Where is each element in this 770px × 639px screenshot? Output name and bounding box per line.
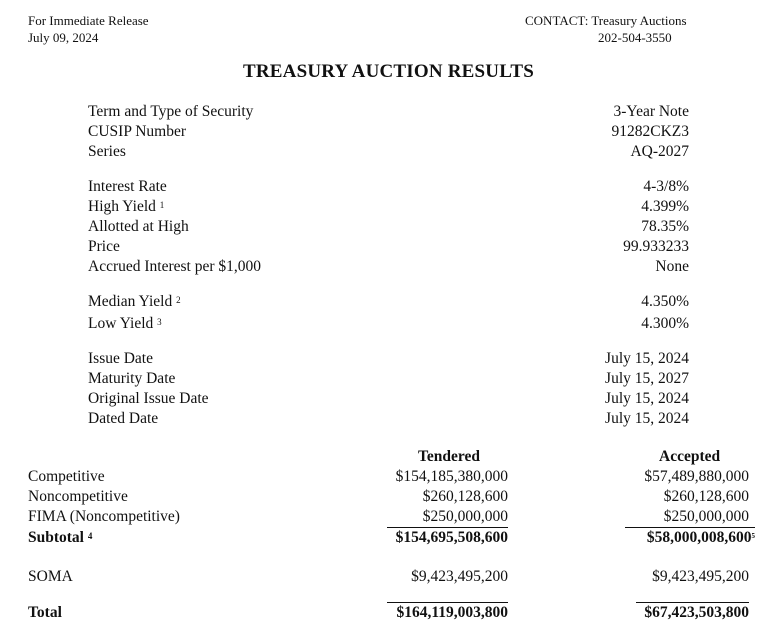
fima-label: FIMA (Noncompetitive) xyxy=(28,508,180,525)
footnote-3: 3 xyxy=(157,317,162,327)
interest-rate-label: Interest Rate xyxy=(88,178,167,195)
release-label: For Immediate Release xyxy=(28,13,149,28)
issue-date-label: Issue Date xyxy=(88,350,153,367)
page-title: TREASURY AUCTION RESULTS xyxy=(243,61,534,82)
soma-tendered: $9,423,495,200 xyxy=(411,568,508,585)
median-yield-label xyxy=(88,292,181,312)
total-label: Total xyxy=(28,604,62,621)
contact-label: CONTACT: xyxy=(525,13,589,28)
subtotal-tendered: $154,695,508,600 xyxy=(387,527,508,548)
noncompetitive-accepted: $260,128,600 xyxy=(663,488,749,505)
series-label: Series xyxy=(88,143,126,160)
noncompetitive-tendered: $260,128,600 xyxy=(422,488,508,505)
issue-date-value: July 15, 2024 xyxy=(605,350,689,367)
dated-date-label: Dated Date xyxy=(88,410,159,427)
noncompetitive-label: Noncompetitive xyxy=(28,488,128,505)
competitive-tendered: $154,185,380,000 xyxy=(395,468,508,485)
competitive-label: Competitive xyxy=(28,468,105,485)
competitive-accepted: $57,489,880,000 xyxy=(644,468,749,485)
footnote-1: 1 xyxy=(159,200,165,210)
original-issue-date-label: Original Issue Date xyxy=(88,390,209,407)
footnote-2: 2 xyxy=(176,295,181,305)
high-yield-label xyxy=(88,197,164,217)
median-yield-text: Median Yield xyxy=(88,293,173,310)
contact-phone: 202-504-3550 xyxy=(598,30,672,45)
footnote-5: 5 xyxy=(751,532,755,540)
fima-tendered: $250,000,000 xyxy=(422,508,508,525)
term-value: 3-Year Note xyxy=(613,103,689,120)
price-value: 99.933233 xyxy=(623,238,689,255)
accrued-value: None xyxy=(655,258,689,275)
dated-date-value: July 15, 2024 xyxy=(605,410,689,427)
subtotal-accepted xyxy=(625,527,755,548)
maturity-date-value: July 15, 2027 xyxy=(605,370,689,387)
low-yield-value: 4.300% xyxy=(641,315,689,332)
cusip-label: CUSIP Number xyxy=(88,123,187,140)
interest-rate-value: 4-3/8% xyxy=(643,178,689,195)
total-accepted: $67,423,503,800 xyxy=(636,602,749,623)
subtotal-text: Subtotal xyxy=(28,529,84,546)
accepted-header: Accepted xyxy=(659,448,721,465)
soma-accepted: $9,423,495,200 xyxy=(652,568,749,585)
price-label: Price xyxy=(88,238,120,255)
maturity-date-label: Maturity Date xyxy=(88,370,176,387)
high-yield-value: 4.399% xyxy=(641,198,689,215)
tendered-header: Tendered xyxy=(418,448,481,465)
low-yield-text: Low Yield xyxy=(88,315,154,332)
allotted-label: Allotted at High xyxy=(88,218,189,235)
fima-accepted: $250,000,000 xyxy=(663,508,749,525)
total-tendered: $164,119,003,800 xyxy=(387,602,508,623)
cusip-value: 91282CKZ3 xyxy=(611,123,689,140)
accrued-label: Accrued Interest per $1,000 xyxy=(88,258,262,275)
allotted-value: 78.35% xyxy=(641,218,689,235)
release-date: July 09, 2024 xyxy=(28,30,99,45)
subtotal-label xyxy=(28,528,92,548)
contact-line xyxy=(525,12,687,29)
term-label: Term and Type of Security xyxy=(88,103,254,120)
footnote-4: 4 xyxy=(87,531,93,541)
series-value: AQ-2027 xyxy=(630,143,689,160)
subtotal-accepted-text: $58,000,008,600 xyxy=(646,529,752,546)
low-yield-label xyxy=(88,314,162,334)
contact-name: Treasury Auctions xyxy=(591,13,687,28)
high-yield-text: High Yield xyxy=(88,198,156,215)
original-issue-date-value: July 15, 2024 xyxy=(605,390,689,407)
median-yield-value: 4.350% xyxy=(641,293,689,310)
soma-label: SOMA xyxy=(28,568,73,585)
